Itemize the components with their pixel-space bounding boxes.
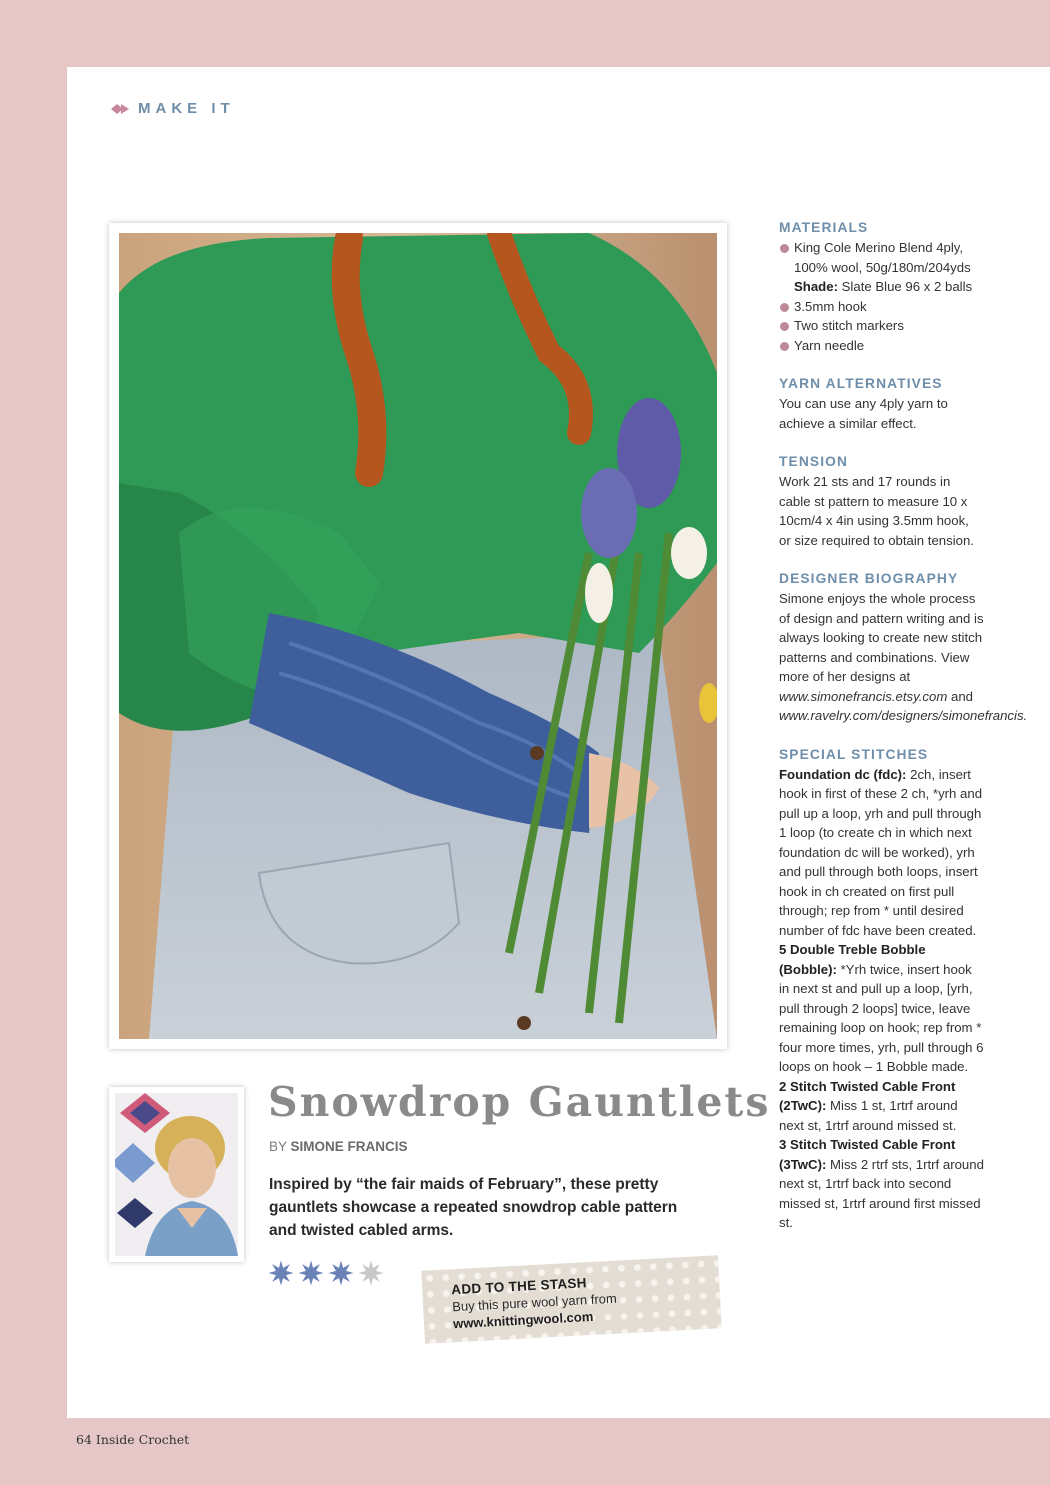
difficulty-rating [268,1259,384,1287]
designer-photo [109,1087,244,1262]
tension-heading: TENSION [779,454,849,469]
page-number: 64 [76,1432,92,1447]
yarn-alternatives-section [779,374,984,433]
designer-biography-heading: DESIGNER BIOGRAPHY [779,571,959,586]
materials-item: 3.5mm hook [779,297,984,317]
shade-label: Shade: [794,279,838,294]
double-arrow-icon [111,102,131,116]
special-stitches-section [779,745,984,1233]
gauntlets-photo [119,233,717,1039]
ravelry-link[interactable]: www.ravelry.com/designers/simonefrancis. [779,708,1028,723]
tension-text: Work 21 sts and 17 rounds in cable st pattern to measure 10 x 10cm/4 x 4in using 3.5mm hook, or size required to obtain tension. [779,474,974,548]
star-filled-icon [268,1259,294,1287]
stitch-definition [779,765,984,941]
designer-portrait [115,1093,238,1256]
star-empty-icon [358,1259,384,1287]
materials-item: Two stitch markers [779,316,984,336]
page-footer [76,1432,189,1447]
magazine-name: Inside Crochet [95,1432,190,1447]
star-filled-icon [328,1259,354,1287]
byline-prefix: BY [269,1139,287,1154]
designer-biography-section [779,569,1028,726]
article-title: Snowdrop Gauntlets [268,1078,771,1126]
stitch-term: 3 Stitch Twisted Cable Front (3TwC): [779,1137,956,1172]
stitch-desc: Miss 2 rtrf sts, 1rtrf around next st, 1rtrf back into second missed st, 1rtrf around first missed st. [779,1156,984,1230]
yarn-alternatives-text: You can use any 4ply yarn to achieve a similar effect. [779,396,948,431]
stitch-term: 2 Stitch Twisted Cable Front (2TwC): [779,1078,956,1113]
sidebar [779,218,1028,1252]
shade-value: Slate Blue 96 x 2 balls [841,279,973,294]
materials-list [779,238,984,355]
stitch-desc: *Yrh twice, insert hook in next st and pull up a loop, [yrh, pull through 2 loops] twice, leave remaining loop on hook; rep from * four more times, yrh, pull through 6 loops on hook – 1 Bobble made. [779,961,984,1074]
stash-heading: ADD TO THE STASH [450,1275,588,1298]
stitch-term: Foundation dc (fdc): [779,766,907,782]
byline [269,1139,408,1154]
materials-item: Yarn needle [779,336,984,356]
stitch-desc: Miss 1 st, 1rtrf around next st, 1rtrf around missed st. [779,1098,958,1133]
stitch-definition [779,1135,984,1233]
etsy-link[interactable]: www.simonefrancis.etsy.com [779,688,948,704]
stitch-definition [779,940,984,1077]
stash-link[interactable]: www.knittingwool.com [452,1308,594,1332]
designer-biography-text: Simone enjoys the whole process of design and pattern writing and is always looking to create new stitch patterns and combinations. View more of her designs at www.simonefrancis.etsy.com and www.ravelry.com/designers/simonefrancis. [779,591,1028,723]
materials-section [779,218,984,355]
materials-heading: MATERIALS [779,220,869,235]
stash-text: Buy this pure wool yarn from [451,1290,618,1315]
section-tag-label: MAKE IT [138,100,235,117]
yarn-alternatives-heading: YARN ALTERNATIVES [779,376,943,391]
section-tag [111,100,235,117]
tension-section [779,452,984,550]
stash-tape [421,1255,721,1343]
materials-item: King Cole Merino Blend 4ply, 100% wool, 50g/180m/204yds Shade: Slate Blue 96 x 2 balls [779,238,984,297]
article-intro: Inspired by “the fair maids of February”, these pretty gauntlets showcase a repeated snowdrop cable pattern and twisted cabled arms. [269,1176,678,1239]
stitch-definition [779,1077,984,1136]
stitch-desc: 2ch, insert hook in first of these 2 ch, *yrh and pull up a loop, yrh and pull through 1 loop (to create ch in which next foundation dc will be worked), yrh and pull through both loops, insert hook in ch created on first pull through; rep from * until desired number of fdc have been created. [779,766,983,938]
stitch-term: 5 Double Treble Bobble (Bobble): [779,942,926,977]
star-filled-icon [298,1259,324,1287]
special-stitches-heading: SPECIAL STITCHES [779,746,929,762]
main-photo [109,223,727,1049]
author-name: SIMONE FRANCIS [290,1139,408,1154]
